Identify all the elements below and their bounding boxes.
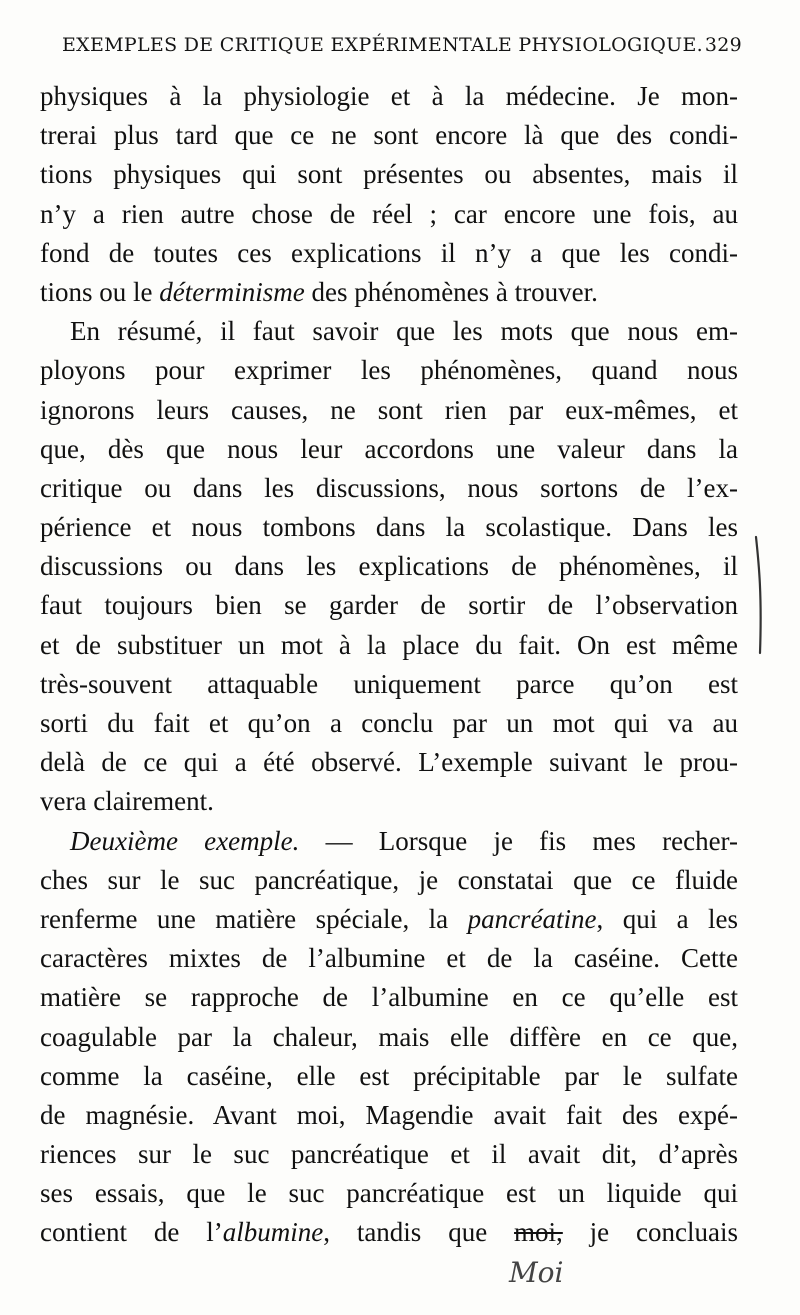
text-line: n’y a rien autre chose de réel ; car encore une fois, au: [40, 198, 738, 229]
paragraph-start-line: [40, 822, 738, 861]
italic-term: pancréatine: [467, 903, 597, 934]
text-run: , qui a les: [596, 903, 738, 934]
section-label: Deuxième exemple.: [70, 825, 300, 856]
text-line: physiques à la physiologie et à la médecine. Je mon-: [40, 81, 738, 111]
text-line: ployons pour exprimer les phénomènes, quand nous: [40, 355, 738, 386]
text-line: ches sur le suc pancréatique, je constatai que ce fluide: [40, 864, 738, 895]
body-text: [40, 77, 738, 1253]
text-line: caractères mixtes de l’albumine et de la caséine. Cette: [40, 943, 738, 974]
text-line: coagulable par la chaleur, mais elle diffère en ce que,: [40, 1021, 738, 1052]
text-line: matière se rapproche de l’albumine en ce qu’elle est: [40, 982, 738, 1013]
text-run: — Lorsque je fis mes recher-: [299, 825, 738, 856]
text-line: sorti du fait et qu’on a conclu par un mot qui va au: [40, 708, 738, 738]
italic-term: albumine: [222, 1217, 324, 1248]
paragraph-start-line: En résumé, il faut savoir que les mots que nous em-: [70, 316, 738, 347]
text-run: je concluais: [562, 1217, 739, 1248]
text-line: périence et nous tombons dans la scolastique. Dans les: [40, 512, 738, 543]
text-line: et de substituer un mot à la place du fait. On est même: [40, 629, 738, 660]
text-line: tions physiques qui sont présentes ou absentes, mais il: [40, 159, 738, 190]
text-run: contient de l’: [40, 1217, 223, 1248]
text-line: ses essais, que le suc pancréatique est un liquide qui: [40, 1178, 738, 1209]
italic-term: déterminisme: [159, 276, 305, 307]
running-head: [62, 34, 742, 60]
struck-word: moi,: [514, 1217, 563, 1248]
margin-pencil-mark: [750, 535, 770, 655]
text-line: très-souvent attaquable uniquement parce qu’on est: [40, 668, 738, 699]
text-line: que, dès que nous leur accordons une valeur dans la: [40, 433, 738, 464]
text-run: , tandis que: [323, 1217, 515, 1248]
handwritten-annotation: [505, 1252, 585, 1292]
text-line: comme la caséine, elle est précipitable par le sulfate: [40, 1060, 738, 1091]
text-run: tions ou le: [40, 276, 160, 307]
handwritten-word: Moi: [509, 1256, 564, 1289]
text-line: fond de toutes ces explications il n’y a que les condi-: [40, 237, 738, 268]
text-line: critique ou dans les discussions, nous sortons de l’ex-: [40, 472, 738, 503]
text-line: [40, 900, 738, 939]
text-line: de magnésie. Avant moi, Magendie avait fait des expé-: [40, 1099, 738, 1130]
text-line: vera clairement.: [40, 786, 214, 817]
text-line: faut toujours bien se garder de sortir de l’observation: [40, 590, 738, 621]
text-run: des phénomènes à trouver.: [304, 276, 598, 307]
text-line: [40, 273, 738, 312]
text-line: [40, 1213, 738, 1252]
text-line: ignorons leurs causes, ne sont rien par eux-mêmes, et: [40, 394, 738, 425]
text-run: renferme une matière spéciale, la: [40, 903, 468, 934]
text-line: delà de ce qui a été observé. L’exemple suivant le prou-: [40, 747, 738, 778]
text-line: discussions ou dans les explications de phénomènes, il: [40, 551, 738, 582]
text-line: riences sur le suc pancréatique et il avait dit, d’après: [40, 1139, 738, 1170]
running-head-title: EXEMPLES DE CRITIQUE EXPÉRIMENTALE PHYSIOLOGIQUE.: [62, 34, 703, 56]
text-line: trerai plus tard que ce ne sont encore là que des condi-: [40, 120, 738, 151]
page-number: 329: [704, 34, 742, 56]
